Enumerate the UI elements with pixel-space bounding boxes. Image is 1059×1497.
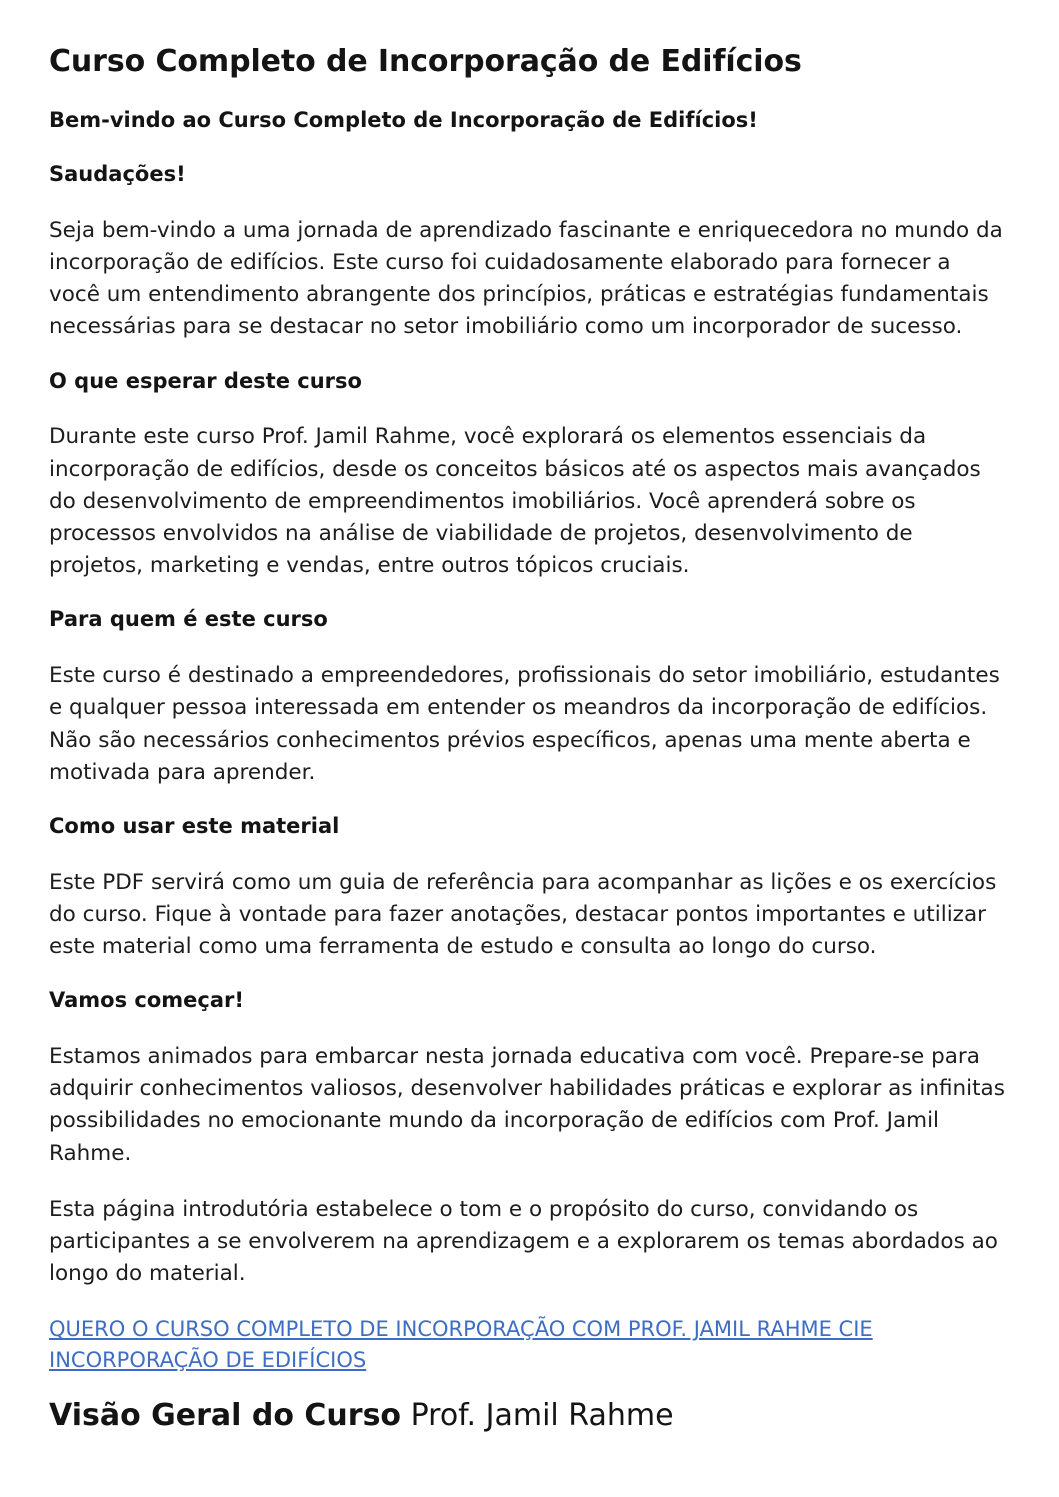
section-heading-lets-start: Vamos começar! [49,988,244,1013]
section-body-how-to-use: Este PDF servirá como um guia de referência para acompanhar as lições e os exercícios do curso. Fique à vontade para fazer anotações, destacar pontos importantes e utilizar este material como uma ferramenta de estudo e consulta ao longo do curso. [49,869,997,960]
course-overview-instructor: Prof. Jamil Rahme [410,1398,674,1434]
document-content [49,44,1008,1434]
course-overview-title: Visão Geral do Curso [49,1398,402,1434]
section-heading-expectations: O que esperar deste curso [49,368,362,393]
cta-course-link[interactable]: QUERO O CURSO COMPLETO DE INCORPORAÇÃO COM PROF. JAMIL RAHME CIE INCORPORAÇÃO DE EDIFÍCIOS [49,1317,873,1373]
cta-link-block [49,1314,1008,1376]
section-body-lets-start: Estamos animados para embarcar nesta jornada educativa com você. Prepare-se para adquirir conhecimentos valiosos, desenvolver habilidades práticas e explorar as infinitas possibilidades no emocionante mundo da incorporação de edifícios com Prof. Jamil Rahme. [49,1043,1005,1166]
closing-paragraph: Esta página introdutória estabelece o tom e o propósito do curso, convidando os participantes a se envolverem na aprendizagem e a explorarem os temas abordados ao longo do material. [49,1196,998,1287]
page-title: Curso Completo de Incorporação de Edifícios [49,44,802,79]
section-heading-audience: Para quem é este curso [49,607,328,632]
section-heading-how-to-use: Como usar este material [49,813,340,838]
greeting-heading: Saudações! [49,162,186,187]
section-body-audience: Este curso é destinado a empreendedores, profissionais do setor imobiliário, estudantes e qualquer pessoa interessada em entender os meandros da incorporação de edifícios. Não são necessários conhecimentos prévios específicos, apenas uma mente aberta e motivada para aprender. [49,663,1000,785]
course-overview-spacer [401,1398,411,1433]
welcome-lead-heading: Bem-vindo ao Curso Completo de Incorporação de Edifícios! [49,108,758,133]
intro-paragraph: Seja bem-vindo a uma jornada de aprendizado fascinante e enriquecedora no mundo da incorporação de edifícios. Este curso foi cuidadosamente elaborado para fornecer a você um entendimento abrangente dos princípios, práticas e estratégias fundamentais necessárias para se destacar no setor imobiliário como um incorporador de sucesso. [49,217,1003,340]
section-body-expectations: Durante este curso Prof. Jamil Rahme, você explorará os elementos essenciais da incorporação de edifícios, desde os conceitos básicos até os aspectos mais avançados do desenvolvimento de empreendimentos imobiliários. Você aprenderá sobre os processos envolvidos na análise de viabilidade de projetos, desenvolvimento de projetos, marketing e vendas, entre outros tópicos cruciais. [49,424,981,579]
course-overview-heading [49,1398,1008,1434]
